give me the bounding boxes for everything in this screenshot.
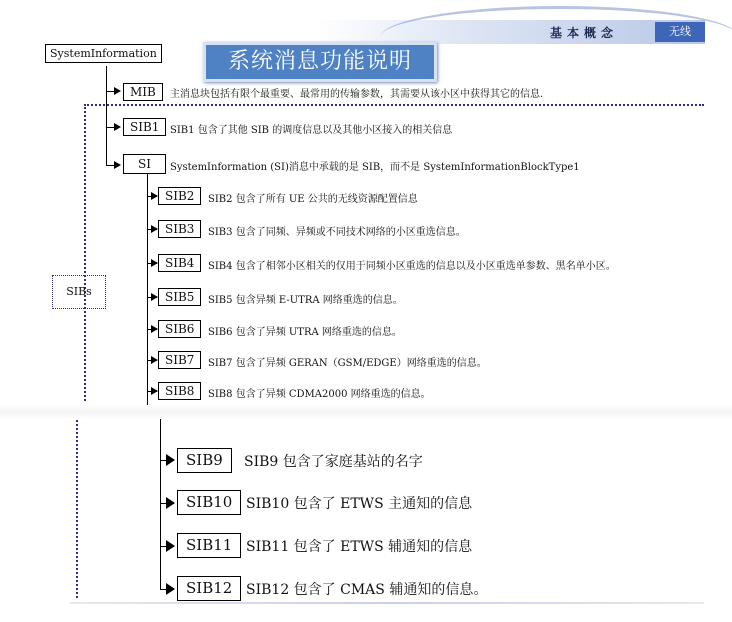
sib2-arrow-icon (151, 192, 158, 200)
sibs-bracket-top (84, 104, 704, 106)
mib-arrow-icon (114, 87, 121, 95)
sib4-arrow-icon (151, 259, 158, 267)
node-sib8: SIB8 (158, 382, 201, 400)
node-sib5: SIB5 (158, 288, 201, 306)
sib7-arrow-icon (151, 356, 158, 364)
page-title: 系统消息功能说明 (203, 42, 437, 82)
sibs-label: SIBs (52, 275, 106, 309)
root-node-systeminformation: SystemInformation (45, 44, 162, 63)
header-tab[interactable]: 无线 (655, 22, 705, 42)
slide-break (0, 405, 732, 419)
node-sib12: SIB12 (177, 576, 241, 601)
node-mib-desc: 主消息块包括有限个最重要、最常用的传输参数，其需要从该小区中获得其它的信息. (170, 89, 544, 100)
node-sib5-desc: SIB5 包含异频 E-UTRA 网络重选的信息。 (208, 295, 403, 306)
node-si: SI (123, 154, 166, 174)
node-sib10-desc: SIB10 包含了 ETWS 主通知的信息 (246, 496, 473, 512)
node-sib2: SIB2 (158, 187, 201, 205)
node-sib4-desc: SIB4 包含了相邻小区相关的仅用于同频小区重选的信息以及小区重选单参数、黑名单小区。 (208, 261, 616, 272)
si-arrow-icon (114, 161, 121, 169)
sib3-arrow-icon (151, 225, 158, 233)
node-sib6-desc: SIB6 包含了异频 UTRA 网络重选的信息。 (208, 327, 402, 338)
sib10-arrow-icon (166, 497, 175, 509)
node-sib12-desc: SIB12 包含了 CMAS 辅通知的信息。 (246, 582, 488, 598)
header-section-title: 基本概念 (550, 26, 619, 40)
node-sib1: SIB1 (123, 118, 166, 136)
node-sib10: SIB10 (177, 490, 241, 515)
sibs-bracket-left-lower (76, 420, 78, 598)
node-sib6: SIB6 (158, 320, 201, 338)
node-sib11: SIB11 (177, 533, 241, 558)
node-sib8-desc: SIB8 包含了异频 CDMA2000 网络重选的信息。 (208, 389, 431, 400)
node-sib9: SIB9 (177, 448, 232, 473)
node-sib2-desc: SIB2 包含了所有 UE 公共的无线资源配置信息 (208, 194, 418, 205)
node-sib4: SIB4 (158, 254, 201, 272)
si-trunk-upper (147, 173, 148, 405)
sibs-bracket-left (84, 104, 86, 401)
sib12-arrow-icon (166, 583, 175, 595)
sib8-arrow-icon (151, 387, 158, 395)
node-sib7: SIB7 (158, 351, 201, 369)
sib1-arrow-icon (114, 123, 121, 131)
node-sib7-desc: SIB7 包含了异频 GERAN（GSM/EDGE）网络重选的信息。 (208, 358, 487, 369)
node-sib9-desc: SIB9 包含了家庭基站的名字 (244, 454, 423, 470)
sib5-arrow-icon (151, 293, 158, 301)
node-sib3-desc: SIB3 包含了同频、异频或不同技术网络的小区重选信息。 (208, 227, 466, 238)
sib6-arrow-icon (151, 325, 158, 333)
sib11-arrow-icon (166, 540, 175, 552)
node-mib: MIB (123, 83, 163, 101)
sib9-arrow-icon (166, 454, 175, 466)
node-sib1-desc: SIB1 包含了其他 SIB 的调度信息以及其他小区接入的相关信息 (170, 125, 453, 136)
si-trunk-lower (160, 419, 161, 589)
node-si-desc: SystemInformation (SI)消息中承载的是 SIB，而不是 SystemInformationBlockType1 (170, 162, 580, 173)
bottom-rule (70, 602, 704, 604)
node-sib3: SIB3 (158, 220, 201, 238)
root-connector (106, 66, 107, 166)
node-sib11-desc: SIB11 包含了 ETWS 辅通知的信息 (246, 539, 473, 555)
